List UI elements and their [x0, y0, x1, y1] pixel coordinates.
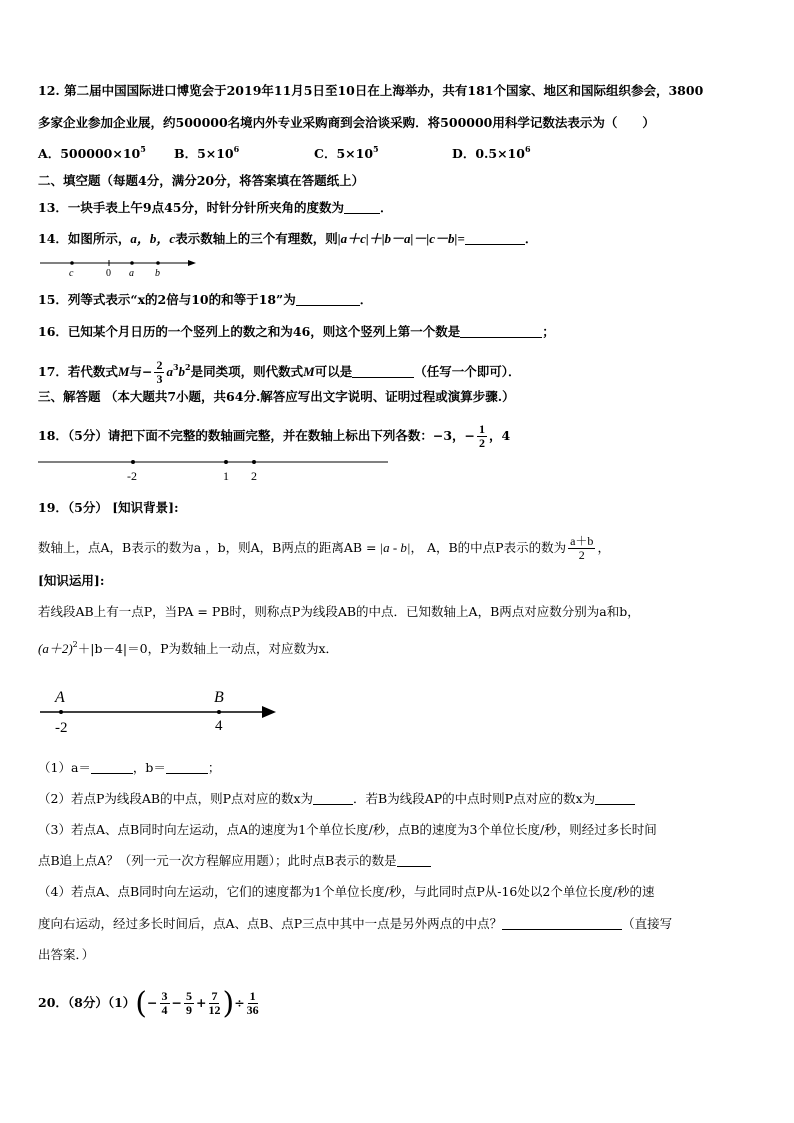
q19-part4-line2: 度向右运动，经过多长时间后，点A、点B、点P三点中其中一点是另外两点的中点？ （直接写 — [38, 916, 673, 931]
q19-point-A-label: A — [55, 689, 65, 706]
q18-axis-label-1: 1 — [223, 469, 229, 483]
q19-part4-line1: （4）若点A、点B同时向左运动，它们的速度都为1个单位长度/秒，与此同时点P从-16处以2个单位长度/秒的速 — [38, 884, 655, 899]
q19-point-B-label: B — [214, 689, 224, 706]
q19-p3-blank[interactable] — [397, 854, 431, 867]
q14-axis-label-c: c — [69, 268, 74, 279]
q19-apply-line2: $(a+2)^2+|b-4|=0$，P为数轴上一动点，对应数为x． — [38, 640, 339, 656]
q14-answer-blank[interactable] — [465, 232, 525, 245]
q19-apply-line1: 若线段AB上有一点P，当PA = PB时，则称点P为线段AB的中点．已知数轴上A，B两点对应数分别为a和b， — [38, 604, 640, 619]
q15: 15．列等式表示“x的2倍与10的和等于18”为 ． — [38, 292, 373, 307]
q12-line1: 12. 第二届中国国际进口博览会于2019年11月5日至10日在上海举办，共有181个国家、地区和国际组织参会，3800 — [38, 83, 704, 98]
q18-axis-label-neg2: -2 — [127, 469, 137, 483]
q13-answer-blank[interactable] — [344, 201, 380, 214]
q16-answer-blank[interactable] — [460, 325, 542, 338]
q19-part1: （1）a＝ ，b＝ ； — [38, 760, 221, 775]
q19-part2: （2）若点P为线段AB的中点，则P点对应的数x为 ．若B为线段AP的中点时则P点对应的数x为 — [38, 791, 635, 807]
q19-part3-line2: 点B追上点A？（列一元一次方程解应用题）；此时点B表示的数是 — [38, 853, 431, 869]
q19-p2-blank2[interactable] — [595, 792, 635, 805]
q18-number-line — [38, 455, 398, 485]
q19-background: 数轴上，点A，B表示的数为a ，b，则A，B两点的距离AB = |a - b|， A，B的中点P表示的数为 $\frac{a+b}{2}$ ， — [38, 534, 610, 562]
q12-option-a: A．$500000\times 10^5$ — [38, 144, 146, 161]
q19-apply-heading: [知识运用]: — [38, 573, 105, 588]
q12-options — [38, 146, 531, 162]
q19-p2-blank1[interactable] — [313, 792, 353, 805]
q14-axis-label-a: a — [129, 268, 134, 279]
q12-option-c: C．$5\times 10^5$ — [314, 144, 379, 161]
q19-b-blank[interactable] — [166, 761, 208, 774]
q18-axis-label-2: 2 — [251, 469, 257, 483]
q18: 18．（5分）请把下面不完整的数轴画完整，并在数轴上标出下列各数：−3，− $\frac{1}{2}$ ，4 — [38, 422, 511, 450]
q19-p4-blank[interactable] — [502, 917, 622, 930]
section2-heading: 二、填空题（每题4分，满分20分，将答案填在答题纸上） — [38, 173, 365, 188]
q14-axis-label-0: 0 — [106, 268, 111, 279]
q12-option-d: D．$0.5\times 10^6$ — [452, 144, 531, 161]
q13: 13．一块手表上午9点45分，时针分针所夹角的度数为 ． — [38, 200, 393, 215]
q20: 20．（8分）（1）(− $\frac{3}{4}$ − $\frac{5}{9}$ + $\frac{7}{12}$ )÷ $\frac{1}{36}$ — [38, 986, 259, 1021]
q12-line2: 多家企业参加企业展，约500000名境内外专业采购商到会洽谈采购．将500000用科学记数法表示为（ ） — [38, 115, 655, 130]
q17-answer-blank[interactable] — [352, 365, 414, 378]
q16: 16．已知某个月日历的一个竖列上的数之和为46，则这个竖列上第一个数是 ； — [38, 324, 555, 339]
q14-number-line — [40, 256, 200, 278]
q14: 14．如图所示，a，b，c表示数轴上的三个有理数，则|a＋c|＋|b－a|－|c－b|= ． — [38, 231, 538, 246]
section3-heading: 三、解答题 （本大题共7小题，共64分.解答应写出文字说明、证明过程或演算步骤.） — [38, 389, 515, 404]
q19-point-B-value: 4 — [215, 718, 223, 734]
q19-part4-line3: 出答案．） — [38, 947, 95, 962]
q19-a-blank[interactable] — [91, 761, 133, 774]
q19-heading: 19．（5分） [知识背景]: — [38, 500, 179, 515]
q19-number-line — [40, 688, 280, 736]
q18-fraction: $\frac{1}{2}$ — [479, 422, 485, 450]
q19-point-A-value: -2 — [55, 720, 68, 736]
q14-axis-label-b: b — [155, 268, 160, 279]
q12-option-b: B．$5\times 10^6$ — [174, 144, 240, 161]
q17-fraction: $\frac{2}{3}$ — [156, 358, 163, 386]
q19-midpoint-fraction: $\frac{a+b}{2}$ — [570, 534, 594, 562]
q17: 17．若代数式M与− $\frac{2}{3}$ $a^3b^2$是同类项，则代数式M可以是 （任写一个即可）． — [38, 358, 521, 386]
q19-part3-line1: （3）若点A、点B同时向左运动，点A的速度为1个单位长度/秒，点B的速度为3个单位长度/秒，则经过多长时间 — [38, 822, 657, 837]
q15-answer-blank[interactable] — [296, 293, 360, 306]
